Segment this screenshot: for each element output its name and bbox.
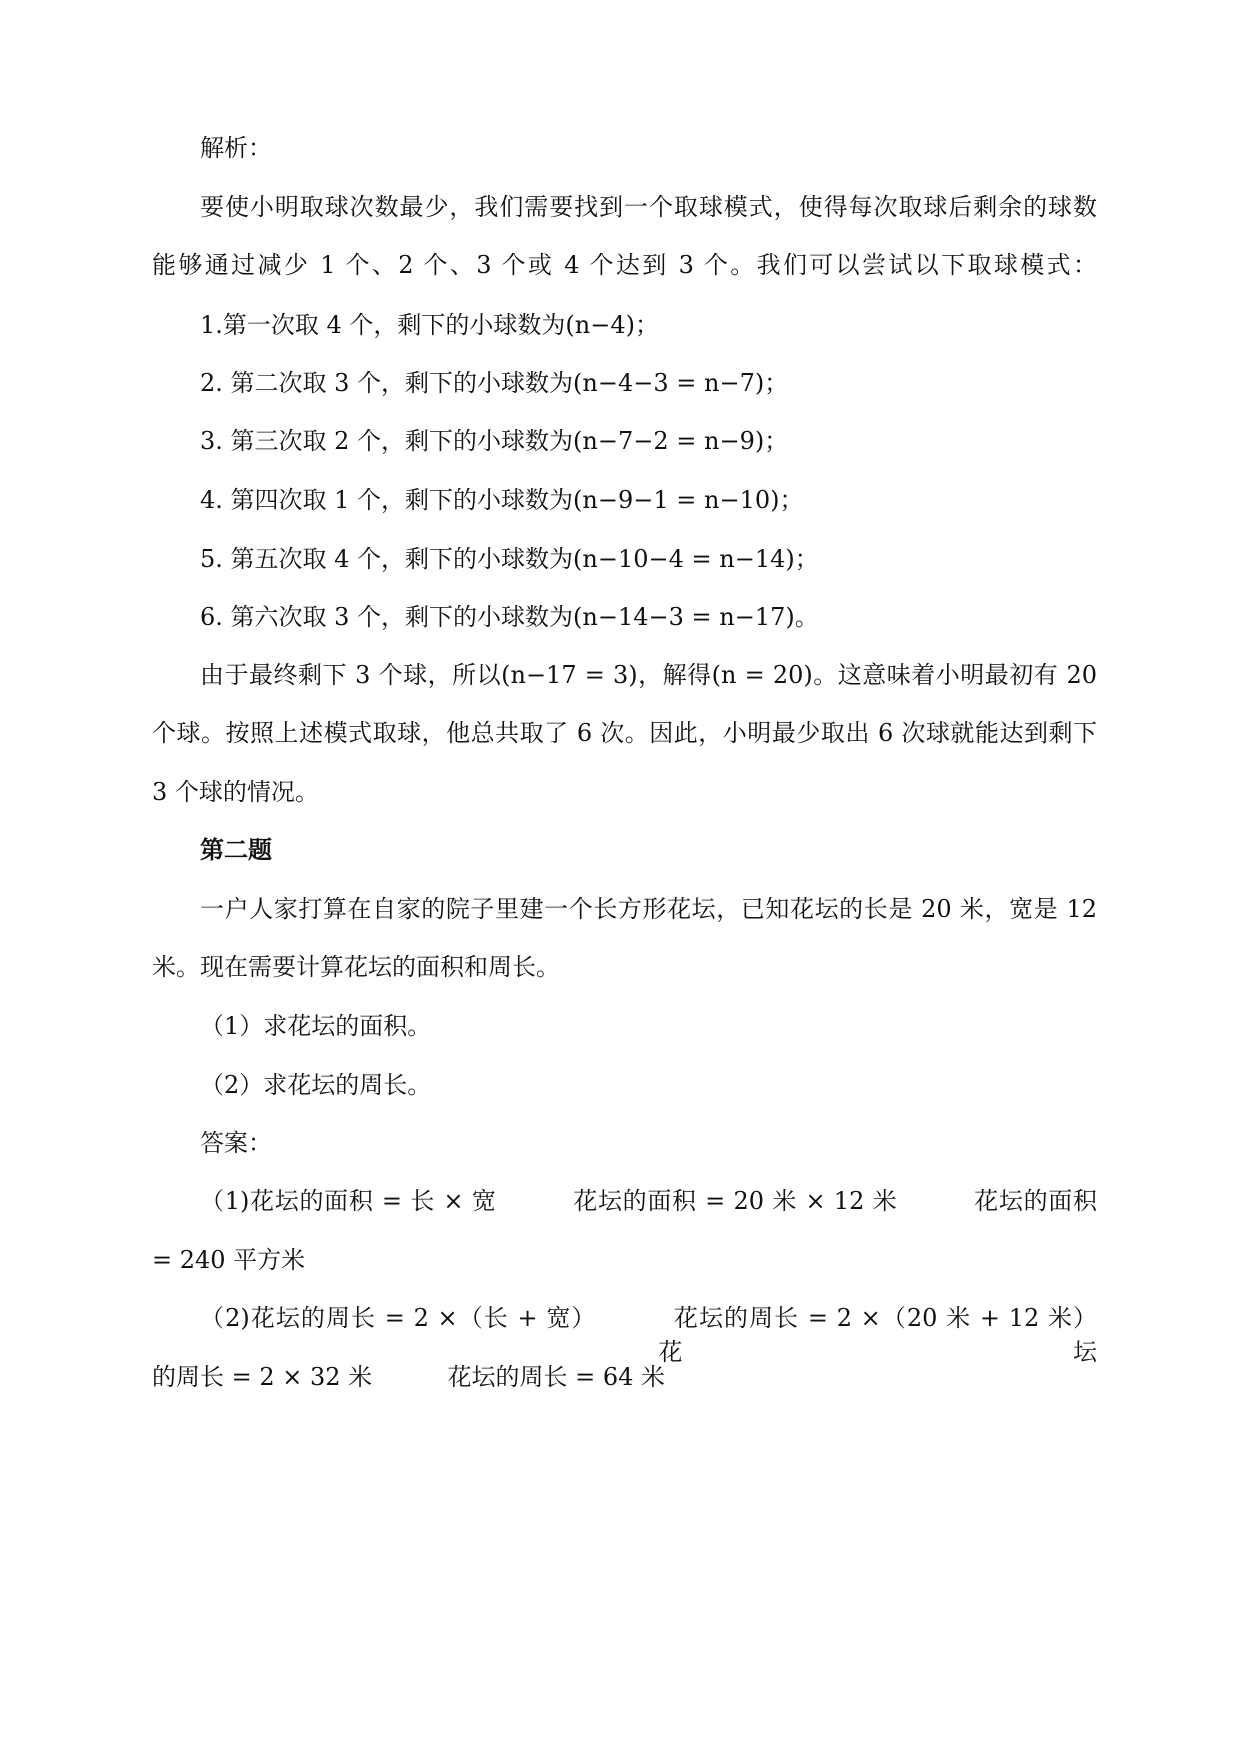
answer-1-part-3: 花坛的面积 bbox=[974, 1187, 1097, 1215]
answer-2-part-2: 花坛的周长 = 2 ×（20 米 + 12 米） bbox=[673, 1304, 1098, 1332]
answer-2-line-2-b: 花坛的周长 = 64 米 bbox=[447, 1363, 665, 1391]
problem-2-stem-line-1: 一户人家打算在自家的院子里建一个长方形花坛，已知花坛的长是 20 米，宽是 12 bbox=[200, 895, 1097, 923]
analysis-heading: 解析： bbox=[200, 134, 272, 162]
analysis-step-4: 4. 第四次取 1 个，剩下的小球数为(n−9−1 = n−10)； bbox=[200, 486, 804, 514]
analysis-step-2: 2. 第二次取 3 个，剩下的小球数为(n−4−3 = n−7)； bbox=[200, 369, 789, 397]
problem-2-question-1: （1）求花坛的面积。 bbox=[200, 1012, 432, 1040]
problem-2-stem-line-2: 米。现在需要计算花坛的面积和周长。 bbox=[152, 953, 560, 981]
answer-2-part-3: 花坛 bbox=[658, 1338, 1097, 1366]
analysis-intro-line-2: 能够通过减少 1 个、2 个、3 个或 4 个达到 3 个。我们可以尝试以下取球模式： bbox=[152, 251, 1097, 279]
answer-1-line-1 bbox=[200, 1184, 1097, 1218]
answer-1-line-2: = 240 平方米 bbox=[152, 1246, 306, 1274]
analysis-step-3: 3. 第三次取 2 个，剩下的小球数为(n−7−2 = n−9)； bbox=[200, 427, 789, 455]
analysis-conclusion-line-2: 个球。按照上述模式取球，他总共取了 6 次。因此，小明最少取出 6 次球就能达到剩下 bbox=[152, 719, 1097, 747]
problem-2-title: 第二题 bbox=[200, 835, 272, 864]
answer-heading: 答案： bbox=[200, 1129, 272, 1157]
answer-1-part-1: （1)花坛的面积 = 长 × 宽 bbox=[200, 1187, 497, 1215]
analysis-conclusion-line-1: 由于最终剩下 3 个球，所以(n−17 = 3)，解得(n = 20)。这意味着小明最初有 20 bbox=[200, 661, 1097, 689]
answer-2-line-2-a: 的周长 = 2 × 32 米 bbox=[152, 1363, 373, 1391]
answer-2-line-1 bbox=[200, 1301, 1097, 1369]
analysis-step-1: 1.第一次取 4 个，剩下的小球数为(n−4)； bbox=[200, 311, 659, 339]
analysis-conclusion-line-3: 3 个球的情况。 bbox=[152, 778, 319, 806]
answer-2-part-1: （2)花坛的周长 = 2 ×（长 + 宽） bbox=[200, 1304, 597, 1332]
problem-2-question-2: （2）求花坛的周长。 bbox=[200, 1071, 432, 1099]
answer-1-part-2: 花坛的面积 = 20 米 × 12 米 bbox=[573, 1187, 898, 1215]
answer-2-line-2 bbox=[152, 1360, 1097, 1394]
analysis-intro-line-1: 要使小明取球次数最少，我们需要找到一个取球模式，使得每次取球后剩余的球数 bbox=[200, 193, 1097, 221]
analysis-step-5: 5. 第五次取 4 个，剩下的小球数为(n−10−4 = n−14)； bbox=[200, 545, 819, 573]
analysis-step-6: 6. 第六次取 3 个，剩下的小球数为(n−14−3 = n−17)。 bbox=[200, 603, 819, 631]
